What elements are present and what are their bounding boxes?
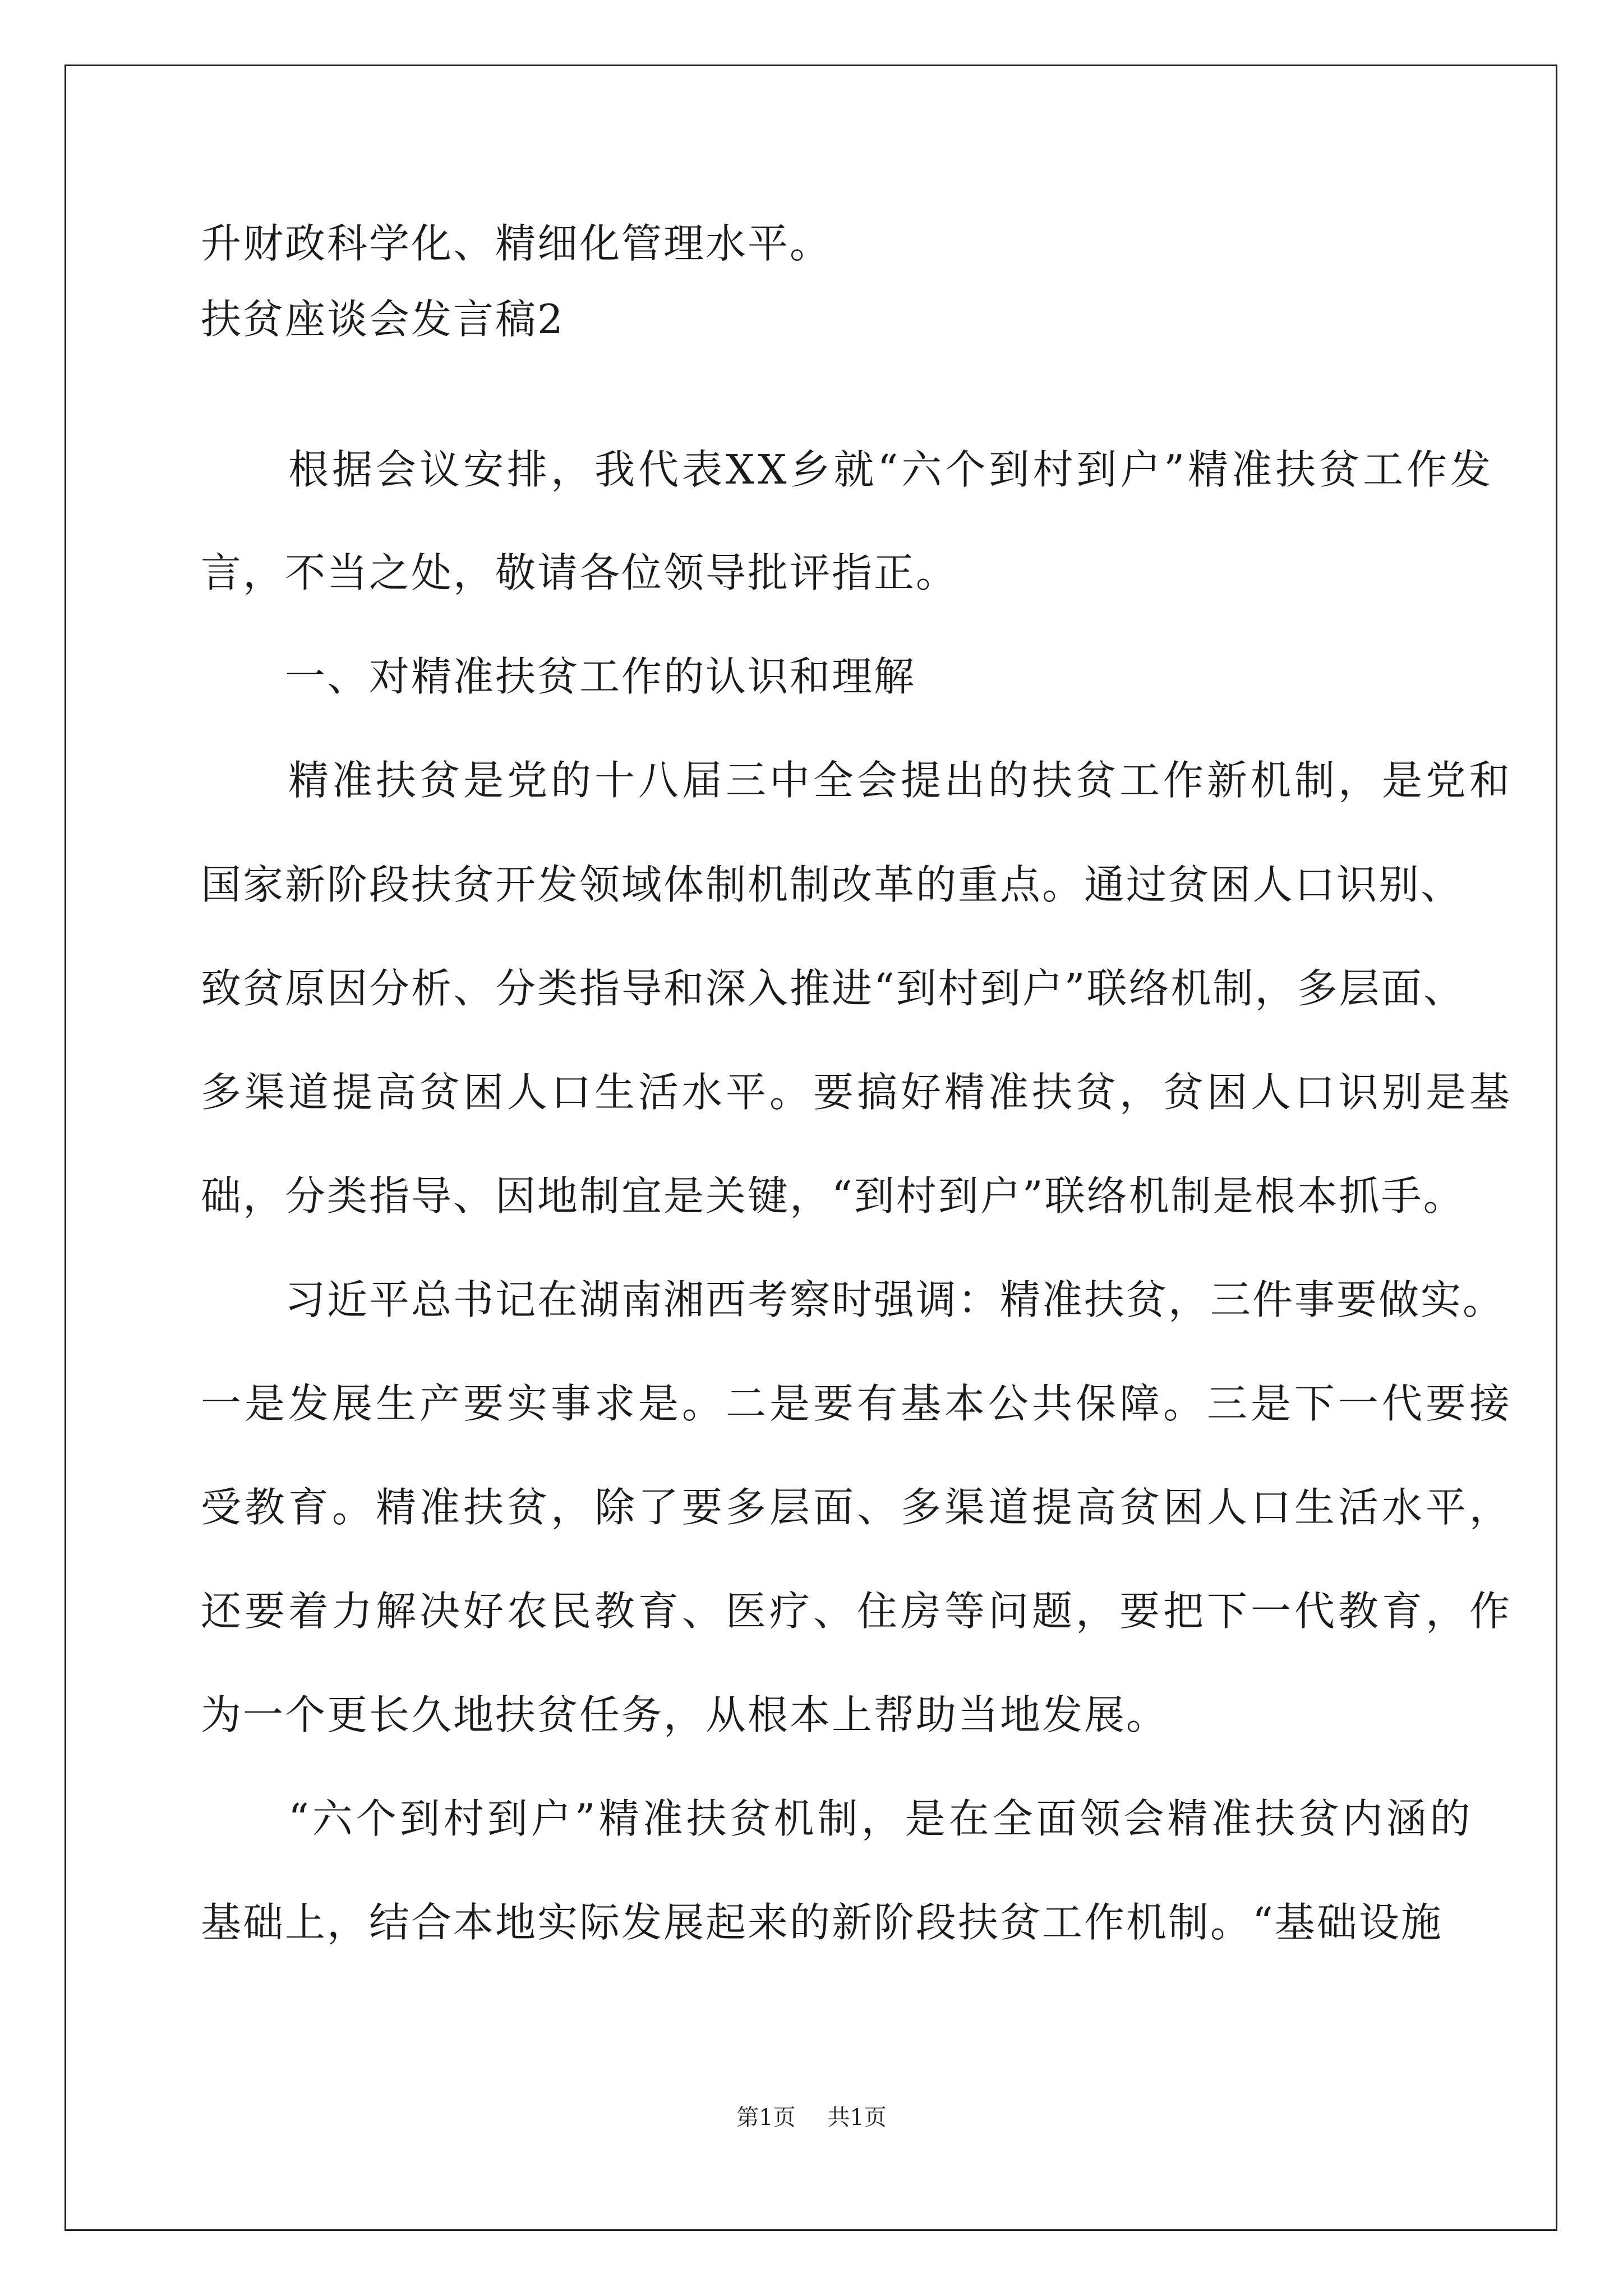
body-line-12: 一是发展生产要实事求是。二是要有基本公共保障。三是下一代要接 [201,1380,1514,1427]
body-line-6: 精准扶贫是党的十八届三中全会提出的扶贫工作新机制，是党和 [201,757,1514,804]
page-total: 共1页 [827,2105,887,2131]
body-line-17: 基础上，结合本地实际发展起来的新阶段扶贫工作机制。“基础设施 [201,1899,1443,1946]
body-line-11: 习近平总书记在湖南湘西考察时强调：精准扶贫，三件事要做实。 [201,1276,1505,1323]
body-line-14: 还要着力解决好农民教育、医疗、住房等问题，要把下一代教育，作 [201,1588,1514,1635]
body-line-8: 致贫原因分析、分类指导和深入推进“到村到户”联络机制，多层面、 [201,965,1465,1012]
body-line-1: 升财政科学化、精细化管理水平。 [201,220,832,267]
body-line-4: 言，不当之处，敬请各位领导批评指正。 [201,549,958,596]
body-line-16: “六个到村到户”精准扶贫机制，是在全面领会精准扶贫内涵的 [201,1795,1474,1842]
body-line-13: 受教育。精准扶贫，除了要多层面、多渠道提高贫困人口生活水平， [201,1484,1514,1531]
body-line-9: 多渠道提高贫困人口生活水平。要搞好精准扶贫，贫困人口识别是基 [201,1069,1514,1116]
page-footer [0,2106,1623,2129]
section-heading: 扶贫座谈会发言稿2 [201,296,565,343]
subheading-1: 一、对精准扶贫工作的认识和理解 [201,653,916,700]
body-line-3: 根据会议安排，我代表XX乡就“六个到村到户”精准扶贫工作发 [201,446,1495,493]
page-number: 第1页 [736,2105,796,2131]
body-line-15: 为一个更长久地扶贫任务，从根本上帮助当地发展。 [201,1691,1169,1738]
body-line-7: 国家新阶段扶贫开发领域体制机制改革的重点。通过贫困人口识别、 [201,861,1463,908]
body-line-10: 础，分类指导、因地制宜是关键，“到村到户”联络机制是根本抓手。 [201,1172,1465,1220]
